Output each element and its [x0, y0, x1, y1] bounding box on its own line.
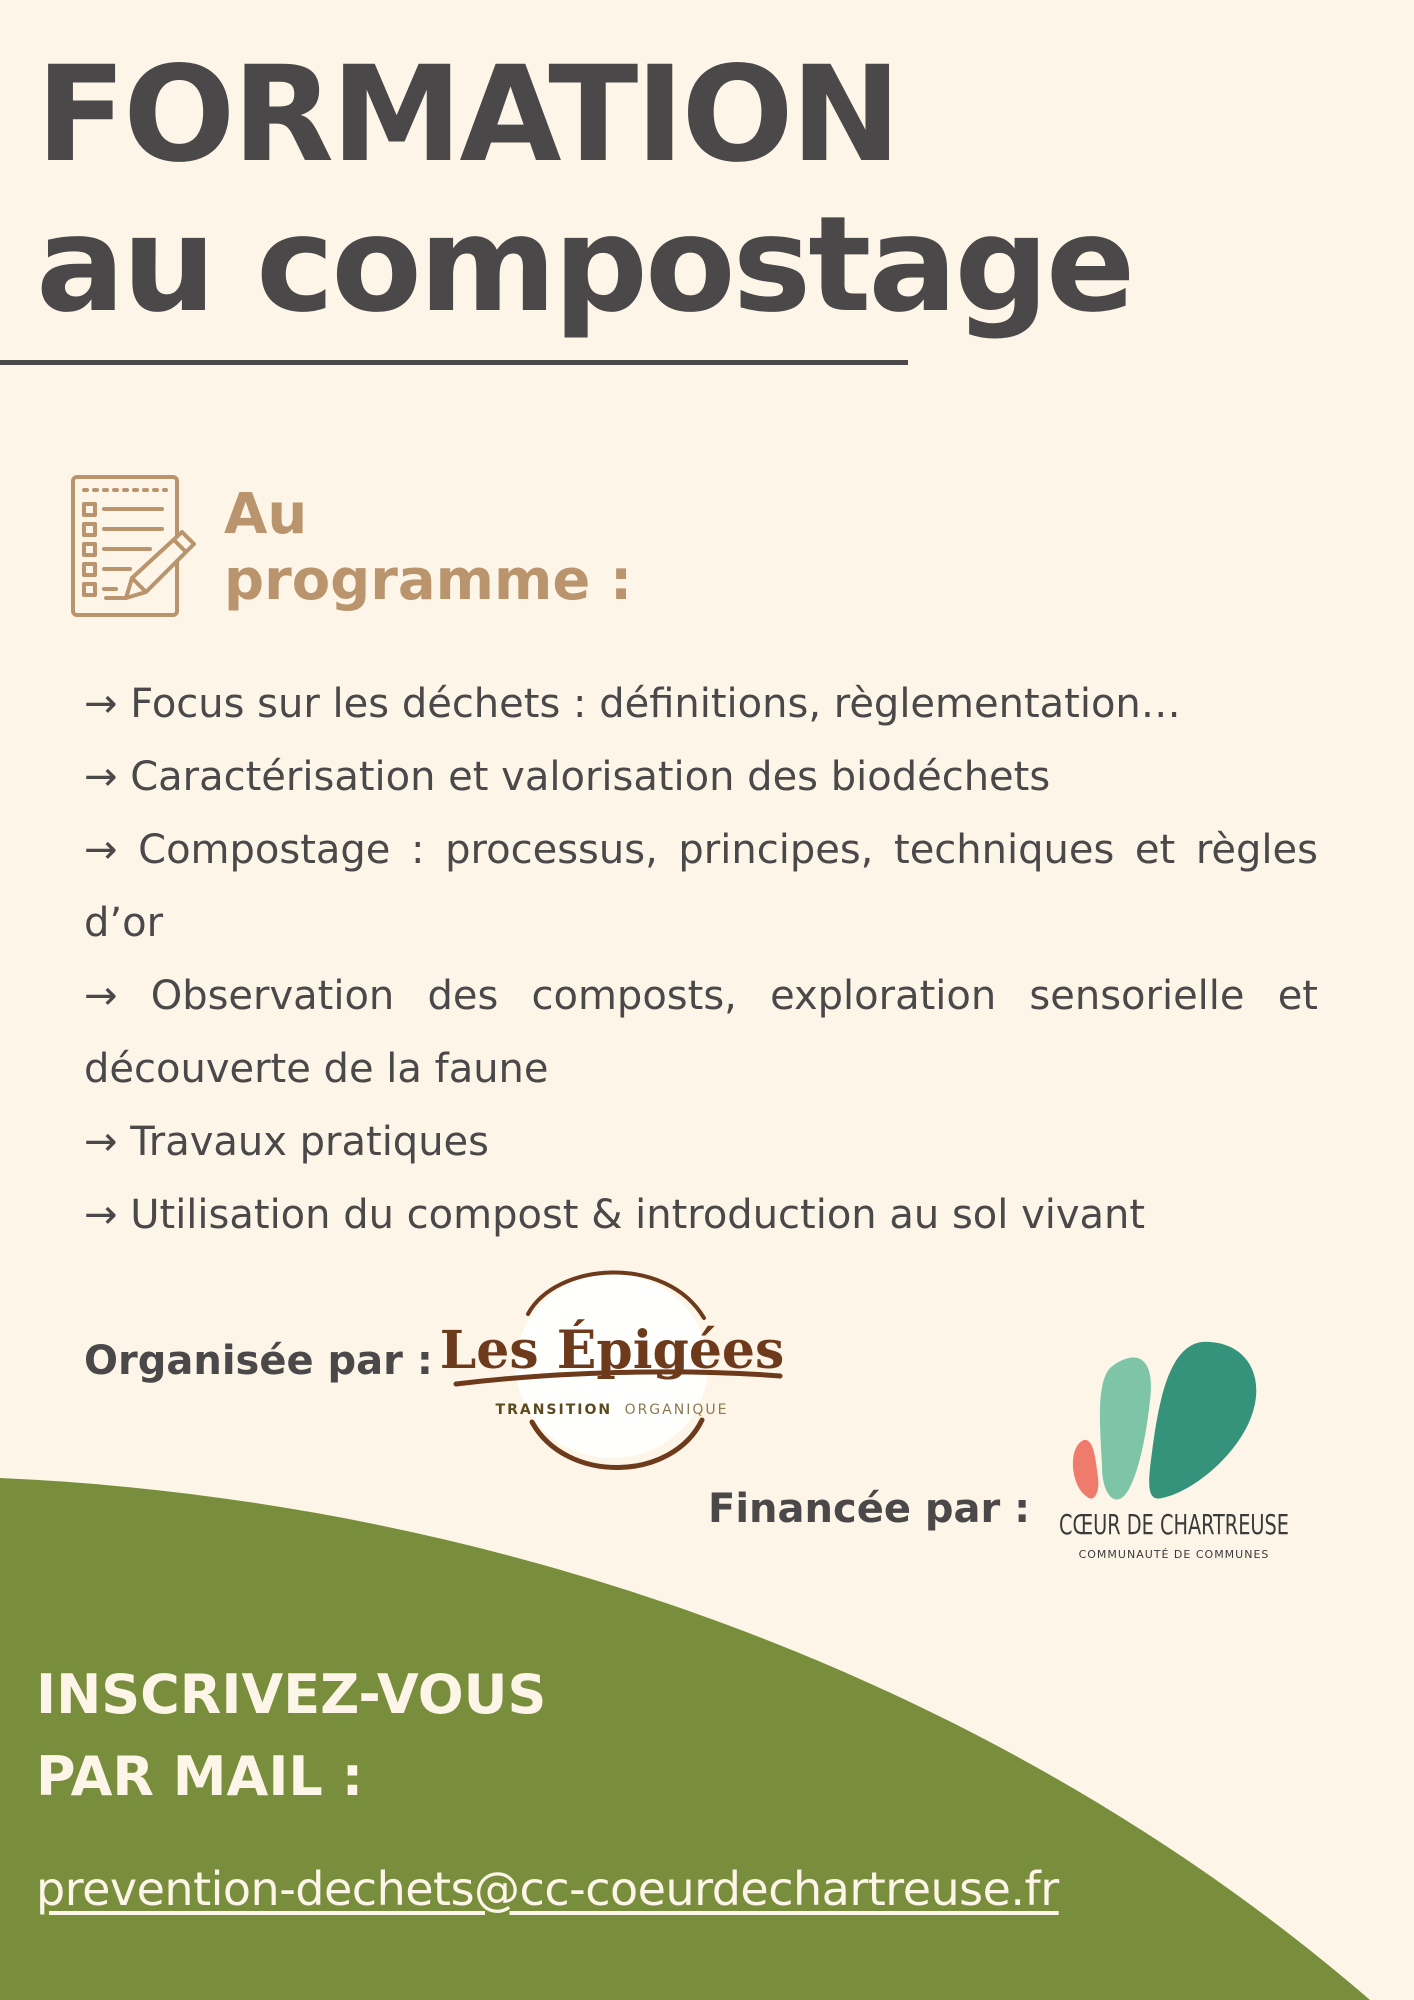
title-underline [0, 360, 908, 365]
page-title [36, 40, 1132, 340]
program-item-observation: → Observation des composts, exploration sensorielle et découverte de la faune [84, 973, 1318, 1092]
program-item-compost-use: → Utilisation du compost & introduction au sol vivant [84, 1192, 1146, 1238]
program-heading-line-2: programme : [224, 548, 633, 613]
organised-by-label: Organisée par : [84, 1338, 433, 1384]
signup-email-link[interactable]: prevention-dechets@cc-coeurdechartreuse.fr [36, 1862, 1059, 1916]
les-epigees-logo-name: Les Épigées [439, 1320, 785, 1381]
coeur-de-chartreuse-logo [1050, 1336, 1300, 1564]
program-item-practical-work: → Travaux pratiques [84, 1119, 489, 1165]
title-line-1: FORMATION [36, 38, 899, 192]
svg-text:TRANSITION ORGANIQUE [496, 1402, 729, 1418]
program-item-biowaste: → Caractérisation et valorisation des biodéchets [84, 754, 1051, 800]
program-item-waste-focus: → Focus sur les déchets : définitions, règlementation… [84, 681, 1181, 727]
les-epigees-logo-tagline-1: TRANSITION [495, 1402, 613, 1418]
title-line-2: au compostage [36, 188, 1133, 342]
les-epigees-logo [436, 1252, 786, 1482]
signup-heading [36, 1654, 546, 1818]
program-item-composting: → Compostage : processus, principes, techniques et règles d’or [84, 827, 1318, 946]
checklist-pencil-icon [70, 474, 202, 620]
program-heading [224, 482, 632, 614]
coeur-de-chartreuse-logo-subtitle: COMMUNAUTÉ DE COMMUNES [1078, 1548, 1270, 1561]
coeur-de-chartreuse-logo-name: CŒUR DE CHARTREUSE [1059, 1508, 1289, 1541]
program-list [84, 668, 1318, 1252]
les-epigees-logo-tagline-2: ORGANIQUE [624, 1402, 729, 1418]
signup-line-2: PAR MAIL : [36, 1745, 364, 1808]
signup-line-1: INSCRIVEZ-VOUS [36, 1663, 547, 1726]
financed-by-label: Financée par : [708, 1486, 1031, 1532]
program-heading-line-1: Au [224, 482, 308, 547]
